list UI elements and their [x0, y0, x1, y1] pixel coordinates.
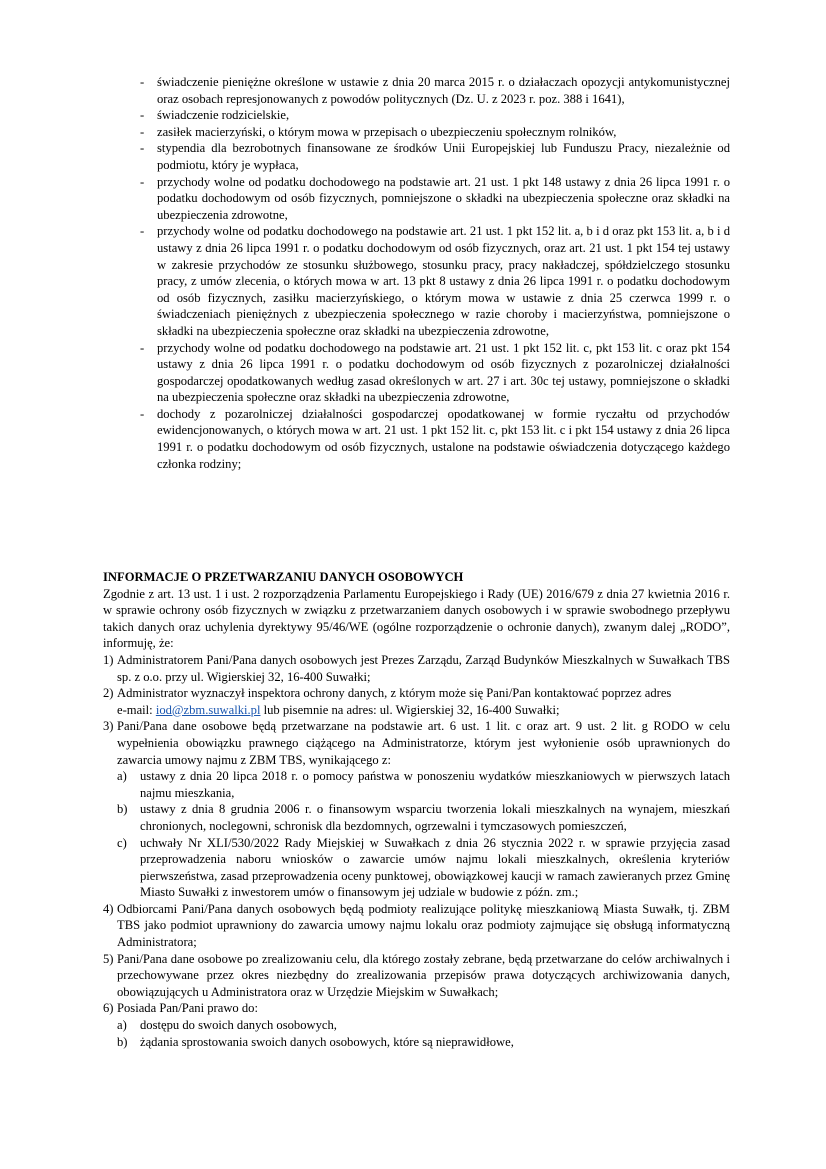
list-item-text: dochody z pozarolniczej działalności gospodarczej opodatkowanej w formie ryczałtu od przychodów ewidencjonowanych, o których mowa w art. 21 ust. 1 pkt 152 lit. c, pkt 153 lit. c i pkt 154 ustawy z dnia 26 lipca 1991 r. o podatku dochodowym od osób fizycznych, ustalone na podstawie oświadczenia dotyczącego każdego członka rodziny; [157, 406, 730, 471]
sub-item-a [117, 768, 730, 801]
item-text: Administratorem Pani/Pana danych osobowych jest Prezes Zarządu, Zarząd Budynków Mieszkalnych w Suwałkach TBS sp. z o.o. przy ul. Wigierskiej 32, 16-400 Suwałki; [117, 652, 730, 684]
list-item-text: stypendia dla bezrobotnych finansowane ze środków Unii Europejskiej lub Funduszu Pracy, niezależnie od podmiotu, który je wypłaca, [157, 141, 730, 172]
list-item [140, 140, 730, 173]
sub-item-letter: a) [117, 1018, 127, 1033]
list-item [140, 74, 730, 107]
item-text: Odbiorcami Pani/Pana danych osobowych będą podmioty realizujące politykę mieszkaniową Miasta Suwałk, tj. ZBM TBS jako podmiot uprawniony do zawarcia umowy najmu lokalu oraz podmioty zajmujące się obsługą informatyczną Administratora; [117, 901, 730, 950]
email-prefix: e-mail: [117, 702, 156, 717]
numbered-item-2 [103, 685, 730, 718]
sub-item-a [117, 1017, 730, 1034]
sub-item-b [117, 1034, 730, 1051]
dash-bullet: - [140, 224, 145, 239]
list-item-text: świadczenie rodzicielskie, [157, 108, 290, 123]
numbered-item-3 [103, 718, 730, 901]
item-number: 2) [103, 686, 114, 701]
sub-item-text: ustawy z dnia 8 grudnia 2006 r. o finansowym wsparciu tworzenia lokali mieszkalnych na wynajem, mieszkań chronionych, noclegowni, schronisk dla bezdomnych, ogrzewalni i tymczasowych pomieszczeń, [140, 802, 730, 833]
sub-item-text: ustawy z dnia 20 lipca 2018 r. o pomocy państwa w ponoszeniu wydatków mieszkaniowych w pierwszych latach najmu mieszkania, [140, 769, 730, 800]
gdpr-section [103, 569, 730, 1050]
numbered-item-4 [103, 901, 730, 951]
item-text: Administrator wyznaczył inspektora ochrony danych, z którym może się Pani/Pan kontaktować poprzez adres [117, 686, 672, 701]
email-suffix: lub pisemnie na adres: ul. Wigierskiej 32, 16-400 Suwałki; [260, 702, 560, 717]
item-number: 4) [103, 901, 114, 916]
list-item [140, 406, 730, 472]
list-item [140, 107, 730, 124]
sub-item-text: uchwały Nr XLI/530/2022 Rady Miejskiej w Suwałkach z dnia 26 stycznia 2022 r. w sprawie przyjęcia zasad przeprowadzenia naboru wniosków o zawarcie umów najmu lokali mieszkalnych, określenia kryteriów pierwszeństwa, zasad przeprowadzenia oceny punktowej, obowiązkowej kaucji w ramach zawieranych przez Gminę Miasto Suwałki z inwestorem umów o finansowym jej udziale w budowie z późn. zm.; [140, 835, 730, 900]
dash-bullet: - [140, 406, 145, 421]
sub-item-letter: c) [117, 835, 127, 850]
item-text: Pani/Pana dane osobowe po zrealizowaniu celu, dla którego zostały zebrane, będą przetwarzane do celów archiwalnych i przechowywane przez okres niezbędny do zrealizowania przepisów prawa dotyczących archiwizowania danych, obowiązujących u Administratora oraz w Urzędzie Miejskim w Suwałkach; [117, 951, 730, 999]
sub-item-text: żądania sprostowania swoich danych osobowych, które są nieprawidłowe, [140, 1034, 514, 1049]
sub-item-letter: b) [117, 1034, 128, 1049]
item-number: 5) [103, 951, 114, 966]
dash-bullet: - [140, 108, 145, 123]
sub-item-b [117, 801, 730, 834]
dash-bullet: - [140, 124, 145, 139]
list-item [140, 223, 730, 339]
sub-item-c [117, 835, 730, 901]
numbered-item-6 [103, 1000, 730, 1050]
dash-bullet: - [140, 75, 145, 89]
list-item-text: świadczenie pieniężne określone w ustawie z dnia 20 marca 2015 r. o działaczach opozycji antykomunistycznej oraz osobach represjonowanych z powodów politycznych (Dz. U. z 2023 r. poz. 388 i 1641), [157, 75, 730, 106]
item-number: 6) [103, 1001, 114, 1016]
numbered-item-5 [103, 951, 730, 1001]
list-item [140, 340, 730, 406]
section-title: INFORMACJE O PRZETWARZANIU DANYCH OSOBOWYCH [103, 570, 464, 584]
contact-line [117, 702, 730, 719]
item-number: 3) [103, 719, 114, 734]
sub-item-letter: b) [117, 802, 128, 817]
list-item [140, 124, 730, 141]
dash-bullet: - [140, 141, 145, 156]
item-text: Posiada Pan/Pani prawo do: [117, 1001, 258, 1016]
income-exclusions-list [140, 74, 730, 472]
item-text: Pani/Pana dane osobowe będą przetwarzane na podstawie art. 6 ust. 1 lit. c oraz art. 9 ust. 2 lit. g RODO w celu wypełnienia obowiązku prawnego ciążącego na Administratorze, którym jest wyłonienie osób uprawnionych do zawarcia umowy najmu z ZBM TBS, wynikającego z: [117, 719, 730, 767]
dash-bullet: - [140, 340, 145, 355]
sub-item-letter: a) [117, 769, 127, 784]
list-item [140, 174, 730, 224]
numbered-item-1 [103, 652, 730, 685]
list-item-text: przychody wolne od podatku dochodowego na podstawie art. 21 ust. 1 pkt 148 ustawy z dnia 26 lipca 1991 r. o podatku dochodowym od osób fizycznych, pomniejszone o składki na ubezpieczenia społeczne oraz składki na ubezpieczenia zdrowotne, [157, 174, 730, 222]
sub-item-text: dostępu do swoich danych osobowych, [140, 1018, 337, 1033]
section-intro: Zgodnie z art. 13 ust. 1 i ust. 2 rozporządzenia Parlamentu Europejskiego i Rady (UE) 2016/679 z dnia 27 kwietnia 2016 r. w sprawie ochrony osób fizycznych w związku z przetwarzaniem danych osobowych i w sprawie swobodnego przepływu takich danych oraz uchylenia dyrektywy 95/46/WE (ogólne rozporządzenie o ochronie danych), zwanym dalej „RODO”, informuję, że: [103, 586, 730, 651]
email-link[interactable]: iod@zbm.suwalki.pl [155, 702, 261, 717]
item-number: 1) [103, 652, 114, 667]
dash-bullet: - [140, 174, 145, 189]
list-item-text: zasiłek macierzyński, o którym mowa w przepisach o ubezpieczeniu społecznym rolników, [157, 124, 617, 139]
list-item-text: przychody wolne od podatku dochodowego na podstawie art. 21 ust. 1 pkt 152 lit. c, pkt 153 lit. c oraz pkt 154 ustawy z dnia 26 lipca 1991 r. o podatku dochodowym od osób fizycznych z pozarolniczej działalności gospodarczej opodatkowanych według zasad określonych w art. 27 i art. 30c tej ustawy, pomniejszone o składki na ubezpieczenia społeczne oraz składki na ubezpieczenia zdrowotne, [157, 340, 730, 405]
list-item-text: przychody wolne od podatku dochodowego na podstawie art. 21 ust. 1 pkt 152 lit. a, b i d oraz pkt 153 lit. a, b i d ustawy z dnia 26 lipca 1991 r. o podatku dochodowym od osób fizycznych, oraz art. 21 ust. 1 pkt 154 tej ustawy w zakresie przychodów ze stosunku służbowego, stosunku pracy, pracy nakładczej, spółdzielczego stosunku pracy, z umów zlecenia, o których mowa w art. 13 pkt 8 ustawy z dnia 26 lipca 1991 r. o podatku dochodowym od osób fizycznych, zasiłku macierzyńskiego, o którym mowa w ustawie z dnia 25 czerwca 1999 r. o świadczeniach pieniężnych z ubezpieczenia społecznego w razie choroby i macierzyństwa, pomniejszone o składki na ubezpieczenia społeczne oraz składki na ubezpieczenia zdrowotne, [157, 224, 730, 338]
